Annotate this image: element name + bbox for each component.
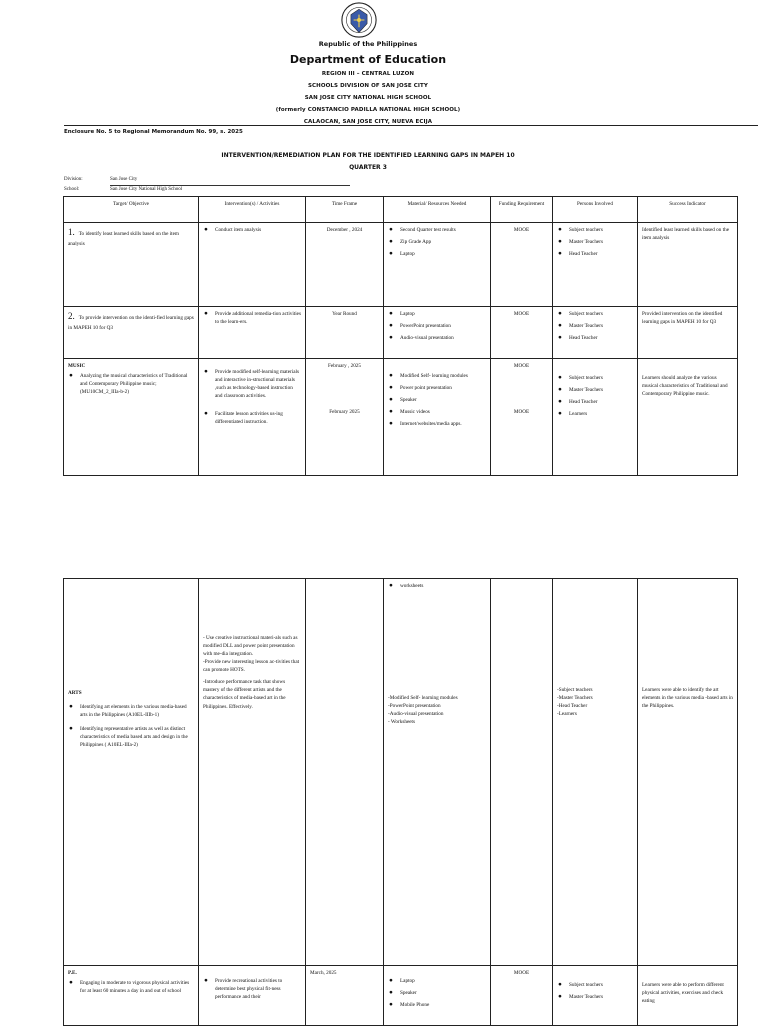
list-item: ● Analyzing the musical characteristics of Traditional and Contemporary Philippine music; (MU10CM_2_IIIa-b-2) <box>80 372 194 396</box>
division-line: SCHOOLS DIVISION OF SAN JOSE CITY <box>307 83 428 89</box>
list-item: ● Head Teacher <box>569 250 633 258</box>
col-header: Time Frame <box>306 197 384 223</box>
materials-cell <box>384 966 491 1026</box>
list-item: ● Conduct item analysis <box>215 226 301 234</box>
indicator-cell: Learners should analyze the various musical characteristics of Traditional and Contemporary Philippine music. <box>638 359 738 476</box>
list-item: ● Head Teacher <box>569 398 633 406</box>
list-item: ● Identifying representative artists as well as distinct characteristics of media based arts and design in the Philippines ( A10EL-IIIa-2) <box>80 725 194 749</box>
funding-cell: MOOE <box>491 223 553 307</box>
table-row <box>64 223 738 307</box>
list-item: ● PowerPoint presentation <box>400 322 486 330</box>
list-item: ● Laptop <box>400 310 486 318</box>
table-row <box>64 579 738 966</box>
materials-cell: ● worksheets -Modified Self- learning modules -PowerPoint presentation -Audio-visual presentation - Worksheets <box>384 579 491 966</box>
list-item: ● Master Teachers <box>569 322 633 330</box>
list-item: ● Master Teachers <box>569 238 633 246</box>
materials-cell <box>384 359 491 476</box>
intervention-cell <box>199 966 306 1026</box>
list-item: ● Provide recreational activities to determine best physical fit-ness performance and their <box>215 977 301 1001</box>
header-rule <box>64 125 758 126</box>
list-item: ● Provide additional remedia-tion activities to the learn-ers. <box>215 310 301 326</box>
objective-cell <box>64 966 199 1026</box>
list-item: ● Master Teachers <box>569 993 633 1001</box>
list-item: ● Laptop <box>400 977 486 985</box>
school-label: School: <box>64 187 80 192</box>
former-name-line: (formerly CONSTANCIO PADILLA NATIONAL HIGH SCHOOL) <box>275 107 461 113</box>
division-field <box>64 177 137 182</box>
list-item: ● Engaging in moderate to vigorous physical activities for at least 60 minutes a day in and out of school <box>80 979 194 995</box>
intervention-cell: - Use creative instructional materi-als such as modified DLL and power point presentation with me-dia integration. -Provide new interesting lesson ac-tivities that can promote HOTS. -Introduce performance task that shows mastery of the different artists and the characteristics of media-based art in the Philippines. Effectively. <box>199 579 306 966</box>
time-frame-cell: February , 2025 February 2025 <box>306 359 384 476</box>
table-header-row <box>64 197 738 223</box>
list-item: ● Power point presentation <box>400 384 486 392</box>
time-frame-cell: December , 2024 <box>306 223 384 307</box>
address-line: CALAOCAN, SAN JOSE CITY, NUEVA ECIJA <box>303 119 433 125</box>
table-row <box>64 359 738 476</box>
list-item: ● Subject teachers <box>569 226 633 234</box>
list-item: ● Internet/websites/media apps. <box>400 420 486 428</box>
section-label: P.E. <box>68 970 77 976</box>
table-row <box>64 307 738 359</box>
list-item: ● Subject teachers <box>569 981 633 989</box>
funding-cell: MOOE <box>491 966 553 1026</box>
persons-cell <box>553 223 638 307</box>
funding-cell <box>491 579 553 966</box>
time-frame-cell: Year Round <box>306 307 384 359</box>
list-item: ● worksheets <box>400 582 486 590</box>
col-header: Target/ Objective <box>64 197 199 223</box>
objective-cell: 2. To provide intervention on the identi-fied learning gaps in MAPEH 10 for Q3 <box>64 307 199 359</box>
materials-cell <box>384 223 491 307</box>
indicator-cell: Provided intervention on the identified learning gaps in MAPEH 10 for Q3 <box>638 307 738 359</box>
col-header: Material/ Resources Needed <box>384 197 491 223</box>
table-row <box>64 966 738 1026</box>
deped-seal-icon <box>341 2 377 38</box>
list-item: ● Mussic videos <box>400 408 486 416</box>
list-item: ● Mobile Phone <box>400 1001 486 1009</box>
funding-cell: MOOE <box>491 307 553 359</box>
plan-table-continued <box>63 578 738 1026</box>
materials-cell <box>384 307 491 359</box>
persons-cell <box>553 307 638 359</box>
persons-cell: -Subject teachers -Master Teachers -Head Teacher -Learners <box>553 579 638 966</box>
objective-cell <box>64 359 199 476</box>
list-item: ● Master Teachers <box>569 386 633 394</box>
republic-line: Republic of the Philippines <box>318 40 418 48</box>
col-header: Persons Involved <box>553 197 638 223</box>
col-header: Funding Requirement <box>491 197 553 223</box>
list-item: ● Head Teacher <box>569 334 633 342</box>
indicator-cell: Identified least learned skills based on the item analysis <box>638 223 738 307</box>
indicator-cell: Learners were able to identify the art elements in the various media -based arts in the Philippines. <box>638 579 738 966</box>
section-label: ARTS <box>68 690 82 696</box>
col-header: Success Indicator <box>638 197 738 223</box>
list-item: ● Modified Self- learning modules <box>400 372 486 380</box>
list-item: ● Subject teachers <box>569 310 633 318</box>
division-value: San Jose City <box>110 177 138 182</box>
list-item: ● Subject teachers <box>569 374 633 382</box>
enclosure-note: Enclosure No. 5 to Regional Memorandum No. 99, s. 2025 <box>64 129 243 135</box>
list-item: ● Speaker <box>400 989 486 997</box>
intervention-cell <box>199 307 306 359</box>
school-field <box>64 187 182 192</box>
intervention-cell <box>199 223 306 307</box>
quarter-label: QUARTER 3 <box>349 164 387 171</box>
time-frame-cell <box>306 579 384 966</box>
list-item: ● Zip Grade App <box>400 238 486 246</box>
list-item: ● Speaker <box>400 396 486 404</box>
objective-cell: 1. To identify least learned skills based on the item analysis <box>64 223 199 307</box>
time-frame-cell: March, 2025 <box>306 966 384 1026</box>
school-value: San Jose City National High School <box>110 187 183 192</box>
objective-cell <box>64 579 199 966</box>
list-item: ● Second Quarter test results <box>400 226 486 234</box>
school-line: SAN JOSE CITY NATIONAL HIGH SCHOOL <box>304 95 432 101</box>
region-line: REGION III – CENTRAL LUZON <box>321 71 415 77</box>
list-item: ● Audio-visual presentation <box>400 334 486 342</box>
division-label: Division: <box>64 177 83 182</box>
indicator-cell: Learners were able to perform different physical activities, exercises and check eating <box>638 966 738 1026</box>
persons-cell <box>553 966 638 1026</box>
department-name: Department of Education <box>289 53 447 66</box>
plan-table <box>63 196 738 476</box>
col-header: Intervention(s) / Activities <box>199 197 306 223</box>
funding-cell: MOOE MOOE <box>491 359 553 476</box>
plan-title: INTERVENTION/REMEDIATION PLAN FOR THE IDENTIFIED LEARNING GAPS IN MAPEH 10 <box>221 152 515 159</box>
list-item: ● Provide modified self-learning materials and interactive in-structional materials ,such as technology-based instruction and classroom activities. <box>215 368 301 400</box>
list-item: ● Facilitate lesson activities us-ing differentiated instruction. <box>215 410 301 426</box>
list-item: ● Learners <box>569 410 633 418</box>
intervention-cell <box>199 359 306 476</box>
section-label: MUSIC <box>68 363 86 369</box>
persons-cell <box>553 359 638 476</box>
list-item: ● Identifying art elements in the various media-based arts in the Philippines (A10EL-IIIb-1) <box>80 703 194 719</box>
list-item: ● Laptop <box>400 250 486 258</box>
